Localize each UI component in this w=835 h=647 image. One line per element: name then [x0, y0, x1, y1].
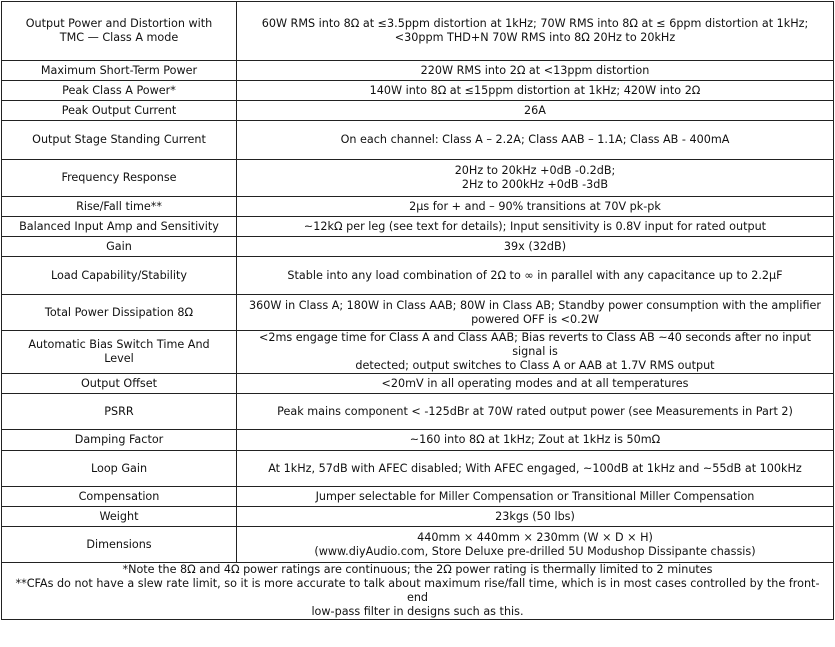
- spec-value: [237, 487, 834, 507]
- spec-label: [2, 295, 237, 331]
- spec-value-line: Stable into any load combination of 2Ω to ∞ in parallel with any capacitance up to 2.2µF: [287, 268, 783, 282]
- spec-value-line: powered OFF is <0.2W: [471, 312, 599, 326]
- spec-value: [237, 257, 834, 295]
- table-row: [2, 237, 834, 257]
- spec-label-line: Output Offset: [80, 376, 158, 390]
- table-row: [2, 451, 834, 487]
- spec-label-line: Peak Class A Power*: [62, 83, 176, 97]
- spec-label-line: Total Power Dissipation 8Ω: [44, 305, 194, 319]
- spec-value-line: <20mV in all operating modes and at all temperatures: [381, 376, 689, 390]
- table-row: [2, 394, 834, 430]
- table-row: [2, 507, 834, 527]
- table-row: [2, 331, 834, 374]
- spec-value-line: <2ms engage time for Class A and Class AAB; Bias reverts to Class AB ~40 seconds after no input signal is: [259, 331, 811, 358]
- footnotes-row: [2, 563, 834, 620]
- spec-table: [1, 1, 834, 620]
- table-row: [2, 257, 834, 295]
- spec-label: [2, 121, 237, 160]
- spec-value-line: 440mm × 440mm × 230mm (W × D × H): [417, 530, 653, 544]
- spec-value-line: 2µs for + and – 90% transitions at 70V pk-pk: [409, 199, 661, 213]
- spec-value: [237, 217, 834, 237]
- spec-value: [237, 527, 834, 563]
- spec-label-line: Damping Factor: [74, 433, 164, 446]
- spec-label: [2, 61, 237, 81]
- spec-value-line: 26A: [524, 103, 546, 117]
- spec-label: [2, 331, 237, 374]
- spec-label-line: Compensation: [78, 489, 160, 503]
- spec-value: [237, 197, 834, 217]
- spec-label: [2, 101, 237, 121]
- table-row: [2, 217, 834, 237]
- spec-value-line: ~160 into 8Ω at 1kHz; Zout at 1kHz is 50mΩ: [409, 433, 661, 446]
- spec-label: [2, 2, 237, 61]
- spec-value-line: 2Hz to 200kHz +0dB -3dB: [461, 178, 609, 191]
- spec-table-body: [2, 2, 834, 620]
- spec-value-line: Jumper selectable for Miller Compensation or Transitional Miller Compensation: [315, 489, 755, 503]
- spec-value-line: 140W into 8Ω at ≤15ppm distortion at 1kHz; 420W into 2Ω: [369, 83, 701, 97]
- spec-label-line: Dimensions: [86, 537, 152, 551]
- spec-value-line: 360W in Class A; 180W in Class AAB; 80W in Class AB; Standby power consumption with the amplifier: [248, 298, 822, 312]
- spec-label-line: Output Power and Distortion with: [25, 17, 213, 30]
- spec-label-line: Rise/Fall time**: [76, 199, 162, 213]
- spec-label-line: Load Capability/Stability: [51, 268, 187, 282]
- spec-value-line: 23kgs (50 lbs): [495, 509, 575, 523]
- spec-label: [2, 487, 237, 507]
- spec-value-line: 60W RMS into 8Ω at ≤3.5ppm distortion at 1kHz; 70W RMS into 8Ω at ≤ 6ppm distortion at 1kHz;: [261, 17, 809, 30]
- spec-label-line: Frequency Response: [61, 171, 177, 184]
- spec-value-line: (www.diyAudio.com, Store Deluxe pre-drilled 5U Modushop Dissipante chassis): [314, 544, 756, 558]
- spec-value-line: At 1kHz, 57dB with AFEC disabled; With AFEC engaged, ~100dB at 1kHz and ~55dB at 100kHz: [268, 461, 802, 475]
- spec-label: [2, 430, 237, 451]
- spec-label-line: Balanced Input Amp and Sensitivity: [19, 219, 219, 233]
- spec-value: [237, 237, 834, 257]
- spec-value: [237, 2, 834, 61]
- spec-label-line: Weight: [99, 509, 139, 523]
- spec-value-line: ~12kΩ per leg (see text for details); Input sensitivity is 0.8V input for rated output: [303, 219, 767, 233]
- spec-value: [237, 394, 834, 430]
- table-row: [2, 2, 834, 61]
- footnotes-line: **CFAs do not have a slew rate limit, so it is more accurate to talk about maximum rise/fall time, which is in most cases controlled by the front-end: [15, 577, 820, 604]
- spec-value: [237, 61, 834, 81]
- footnotes: [2, 563, 834, 620]
- table-row: [2, 487, 834, 507]
- spec-label: [2, 257, 237, 295]
- table-row: [2, 527, 834, 563]
- spec-label: [2, 237, 237, 257]
- spec-value: [237, 507, 834, 527]
- spec-label: [2, 160, 237, 197]
- spec-value: [237, 331, 834, 374]
- spec-value: [237, 295, 834, 331]
- spec-value: [237, 160, 834, 197]
- spec-value-line: On each channel: Class A – 2.2A; Class AAB – 1.1A; Class AB - 400mA: [340, 133, 730, 146]
- table-row: [2, 160, 834, 197]
- spec-label: [2, 197, 237, 217]
- spec-value: [237, 374, 834, 394]
- spec-value-line: Peak mains component < -125dBr at 70W rated output power (see Measurements in Part 2): [277, 404, 793, 418]
- spec-value: [237, 81, 834, 101]
- spec-label: [2, 507, 237, 527]
- spec-label: [2, 527, 237, 563]
- table-row: [2, 61, 834, 81]
- spec-label-line: Gain: [106, 239, 132, 253]
- spec-label-line: Loop Gain: [90, 461, 148, 475]
- spec-label-line: TMC — Class A mode: [59, 31, 179, 44]
- table-row: [2, 121, 834, 160]
- spec-value-line: 39x (32dB): [503, 239, 567, 253]
- table-row: [2, 197, 834, 217]
- footnotes-line: *Note the 8Ω and 4Ω power ratings are continuous; the 2Ω power rating is thermally limited to 2 minutes: [122, 563, 713, 576]
- table-row: [2, 295, 834, 331]
- table-row: [2, 101, 834, 121]
- spec-label: [2, 374, 237, 394]
- spec-label: [2, 81, 237, 101]
- spec-label-line: Automatic Bias Switch Time And: [28, 338, 210, 351]
- table-row: [2, 430, 834, 451]
- spec-label: [2, 217, 237, 237]
- spec-label-line: Peak Output Current: [61, 103, 177, 117]
- table-row: [2, 81, 834, 101]
- spec-label: [2, 451, 237, 487]
- spec-label-line: Level: [104, 352, 134, 365]
- spec-value: [237, 121, 834, 160]
- spec-label-line: Maximum Short-Term Power: [40, 63, 198, 77]
- spec-value-line: detected; output switches to Class A or AAB at 1.7V RMS output: [355, 359, 715, 372]
- spec-value: [237, 430, 834, 451]
- spec-value: [237, 451, 834, 487]
- spec-value: [237, 101, 834, 121]
- spec-value-line: 220W RMS into 2Ω at <13ppm distortion: [420, 63, 650, 77]
- spec-value-line: <30ppm THD+N 70W RMS into 8Ω 20Hz to 20kHz: [394, 31, 676, 44]
- footnotes-line: low-pass filter in designs such as this.: [311, 605, 524, 618]
- spec-value-line: 20Hz to 20kHz +0dB -0.2dB;: [454, 164, 616, 177]
- spec-label: [2, 394, 237, 430]
- spec-label-line: Output Stage Standing Current: [32, 133, 206, 146]
- table-row: [2, 374, 834, 394]
- spec-label-line: PSRR: [104, 404, 134, 418]
